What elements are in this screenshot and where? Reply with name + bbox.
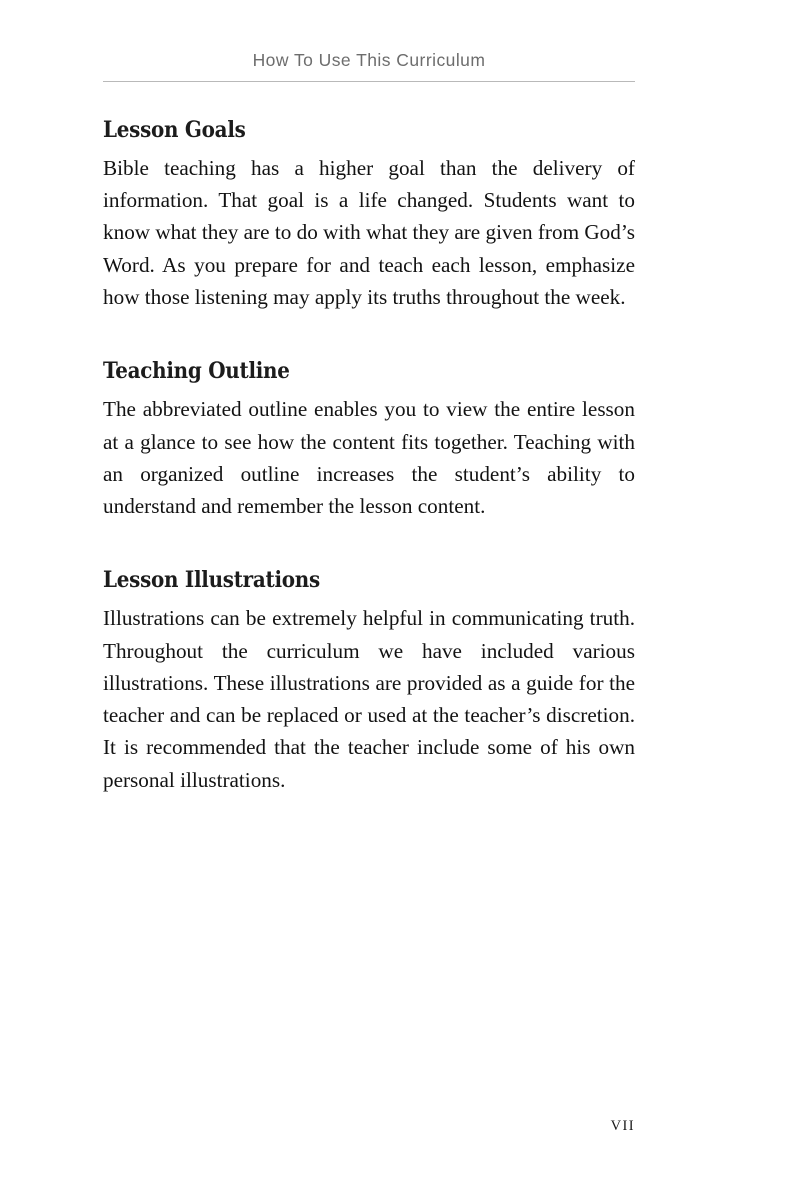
section-heading: Teaching Outline	[103, 358, 290, 385]
section-paragraph: Bible teaching has a higher goal than the delivery of information. That goal is a life changed. Students want to know what they are to do with what they are given from God’s Word. As you prepare for and teach each lesson, emphasize how those listening may apply its truths throughout the week.	[103, 155, 635, 310]
body-text-column	[103, 118, 635, 796]
running-head: How To Use This Curriculum	[252, 50, 486, 70]
section-paragraph: Illustrations can be extremely helpful in communicating truth. Throughout the curriculum we have included various illustrations. These illustrations are provided as a guide for the teacher and can be replaced or used at the teacher’s discretion. It is recommended that the teacher include some of his own personal illustrations.	[103, 606, 635, 792]
section-heading: Lesson Goals	[103, 117, 246, 143]
page-number: VII	[610, 1118, 635, 1134]
section-lesson-illustrations	[103, 568, 635, 796]
section-teaching-outline	[103, 359, 635, 522]
header-divider	[103, 81, 635, 82]
section-lesson-goals	[103, 118, 635, 313]
section-paragraph: The abbreviated outline enables you to view the entire lesson at a glance to see how the content fits together. Teaching with an organized outline increases the student’s ability to understand and remember the lesson content.	[103, 397, 635, 519]
section-heading: Lesson Illustrations	[103, 567, 320, 594]
